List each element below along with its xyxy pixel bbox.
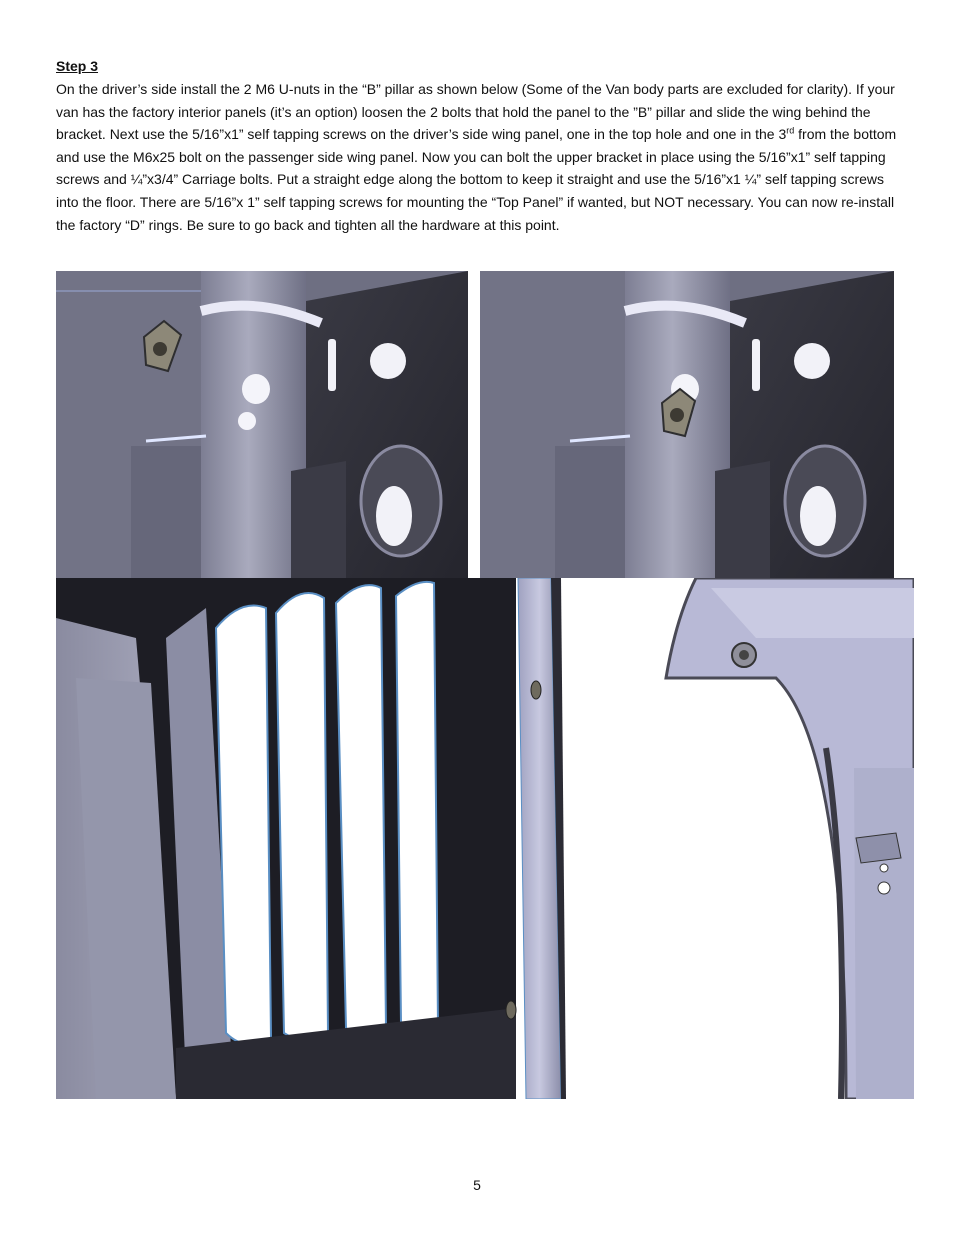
instruction-text-part-1: On the driver’s side install the 2 M6 U-nuts in the “B” pillar as shown below (Some of the Van body parts are excluded for clarity). If your van has the factory interior panels (it’s an option) loosen the 2 bolts that hold the panel to the ”B” pillar and slide the wing behind the bracket. Next use the 5/16”x1” self tapping screws on the driver’s side wing panel, one in the top hole and one in the 3 [56,81,895,143]
instruction-paragraph [56,78,898,236]
figure-van-interior-overview [56,578,914,1099]
pillar-render-2 [480,271,894,578]
figure-unut-installed [480,271,894,578]
figure-unut-before-install [56,271,468,578]
van-body-render [56,578,914,1099]
step-heading: Step 3 [56,58,99,74]
page-number: 5 [473,1177,481,1193]
instruction-text-part-2: from the bottom and use the M6x25 bolt on the passenger side wing panel. Now you can bolt the upper bracket in place using the 5/16”x1” self tapping screws and ¼”x3/4” Carriage bolts. Put a straight edge along the bottom to keep it straight and use the 5/16”x1 ¼” self tapping screws into the floor. There are 5/16”x 1” self tapping screws for mounting the “Top Panel” if wanted, but NOT necessary. You can now re-install the factory “D” rings. Be sure to go back and tighten all the hardware at this point. [56,126,897,233]
ordinal-suffix: rd [786,125,795,136]
pillar-render-1 [56,271,468,578]
